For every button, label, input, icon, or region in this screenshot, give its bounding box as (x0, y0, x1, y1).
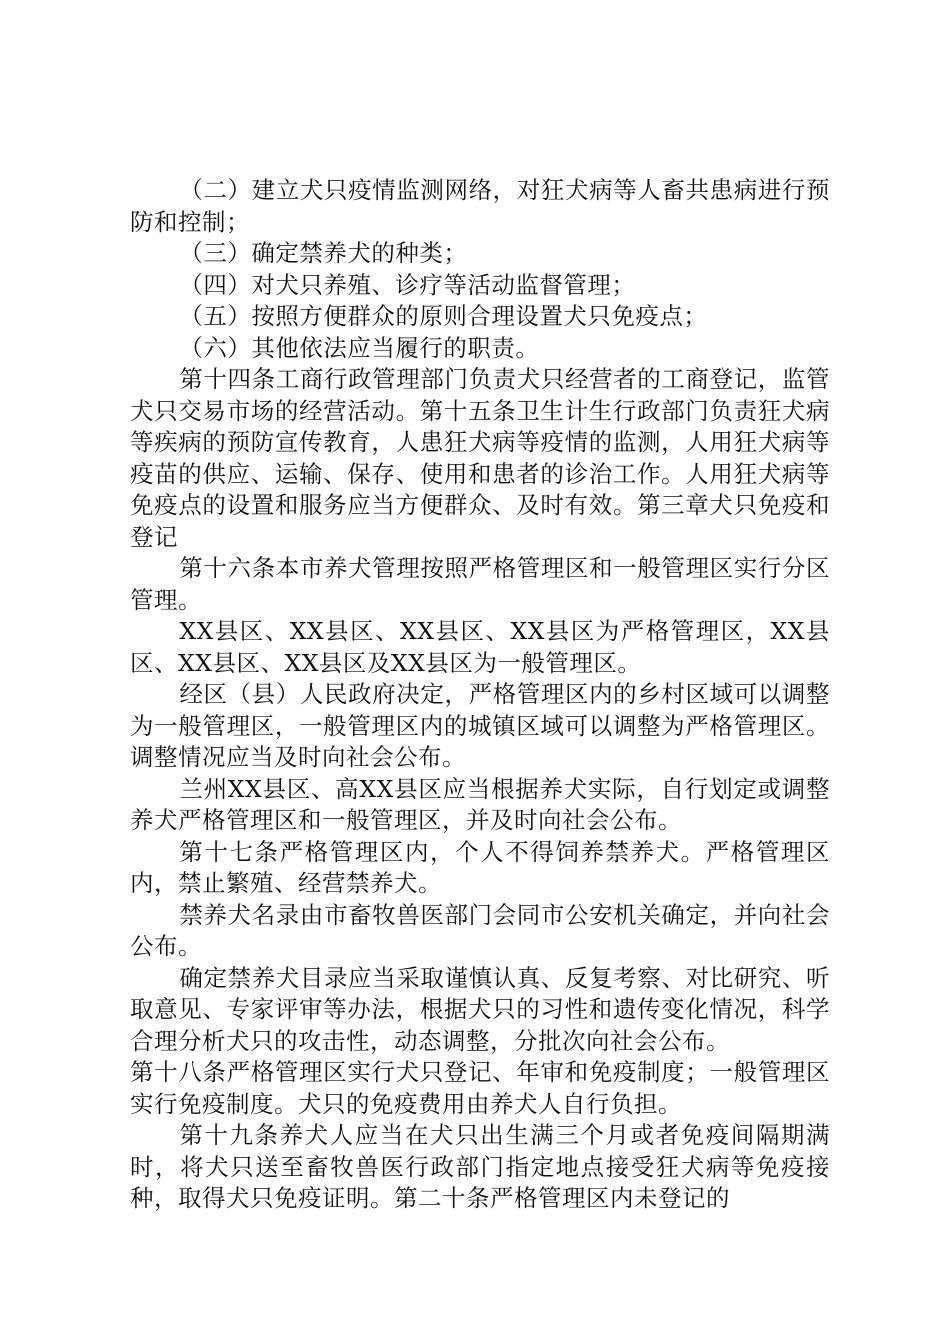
paragraph: 经区（县）人民政府决定，严格管理区内的乡村区域可以调整为一般管理区，一般管理区内的城镇区域可以调整为严格管理区。调整情况应当及时向社会公布。 (130, 680, 830, 771)
paragraph: XX县区、XX县区、XX县区、XX县区为严格管理区，XX县区、XX县区、XX县区及XX县区为一般管理区。 (130, 617, 830, 677)
paragraph: 第十六条本市养犬管理按照严格管理区和一般管理区实行分区管理。 (130, 554, 830, 614)
paragraph: （五）按照方便群众的原则合理设置犬只免疫点； (179, 302, 708, 330)
paragraph: 确定禁养犬目录应当采取谨慎认真、反复考察、对比研究、听取意见、专家评审等办法，根据犬只的习性和遗传变化情况，科学合理分析犬只的攻击性，动态调整，分批次向社会公布。 (130, 963, 830, 1055)
paragraph: （四）对犬只养殖、诊疗等活动监督管理； (179, 270, 636, 299)
paragraph: 禁养犬名录由市畜牧兽医部门会同市公安机关确定，并向社会公布。 (130, 900, 830, 960)
paragraph: 第十七条严格管理区内，个人不得饲养禁养犬。严格管理区内，禁止繁殖、经营禁养犬。 (130, 837, 830, 897)
paragraph: 第十四条工商行政管理部门负责犬只经营者的工商登记，监管犬只交易市场的经营活动。第十五条卫生计生行政部门负责狂犬病等疾病的预防宣传教育，人患狂犬病等疫情的监测，人用狂犬病等疫苗的供应、运输、保存、使用和患者的诊治工作。人用狂犬病等免疫点的设置和服务应当方便群众、及时有效。第三章犬只免疫和登记 (130, 365, 830, 551)
paragraph: （三）确定禁养犬的种类； (179, 239, 468, 267)
paragraph: （二）建立犬只疫情监测网络，对狂犬病等人畜共患病进行预防和控制； (130, 176, 830, 236)
paragraph: （六）其他依法应当履行的职责。 (179, 333, 540, 362)
paragraph: 兰州XX县区、高XX县区应当根据养犬实际，自行划定或调整养犬严格管理区和一般管理区，并及时向社会公布。 (130, 774, 830, 834)
paragraph: 第十九条养犬人应当在犬只出生满三个月或者免疫间隔期满时，将犬只送至畜牧兽医行政部门指定地点接受狂犬病等免疫接种，取得犬只免疫证明。第二十条严格管理区内未登记的 (130, 1121, 830, 1212)
document-body (130, 175, 830, 1215)
paragraph: 第十八条严格管理区实行犬只登记、年审和免疫制度；一般管理区实行免疫制度。犬只的免疫费用由养犬人自行负担。 (130, 1058, 830, 1118)
